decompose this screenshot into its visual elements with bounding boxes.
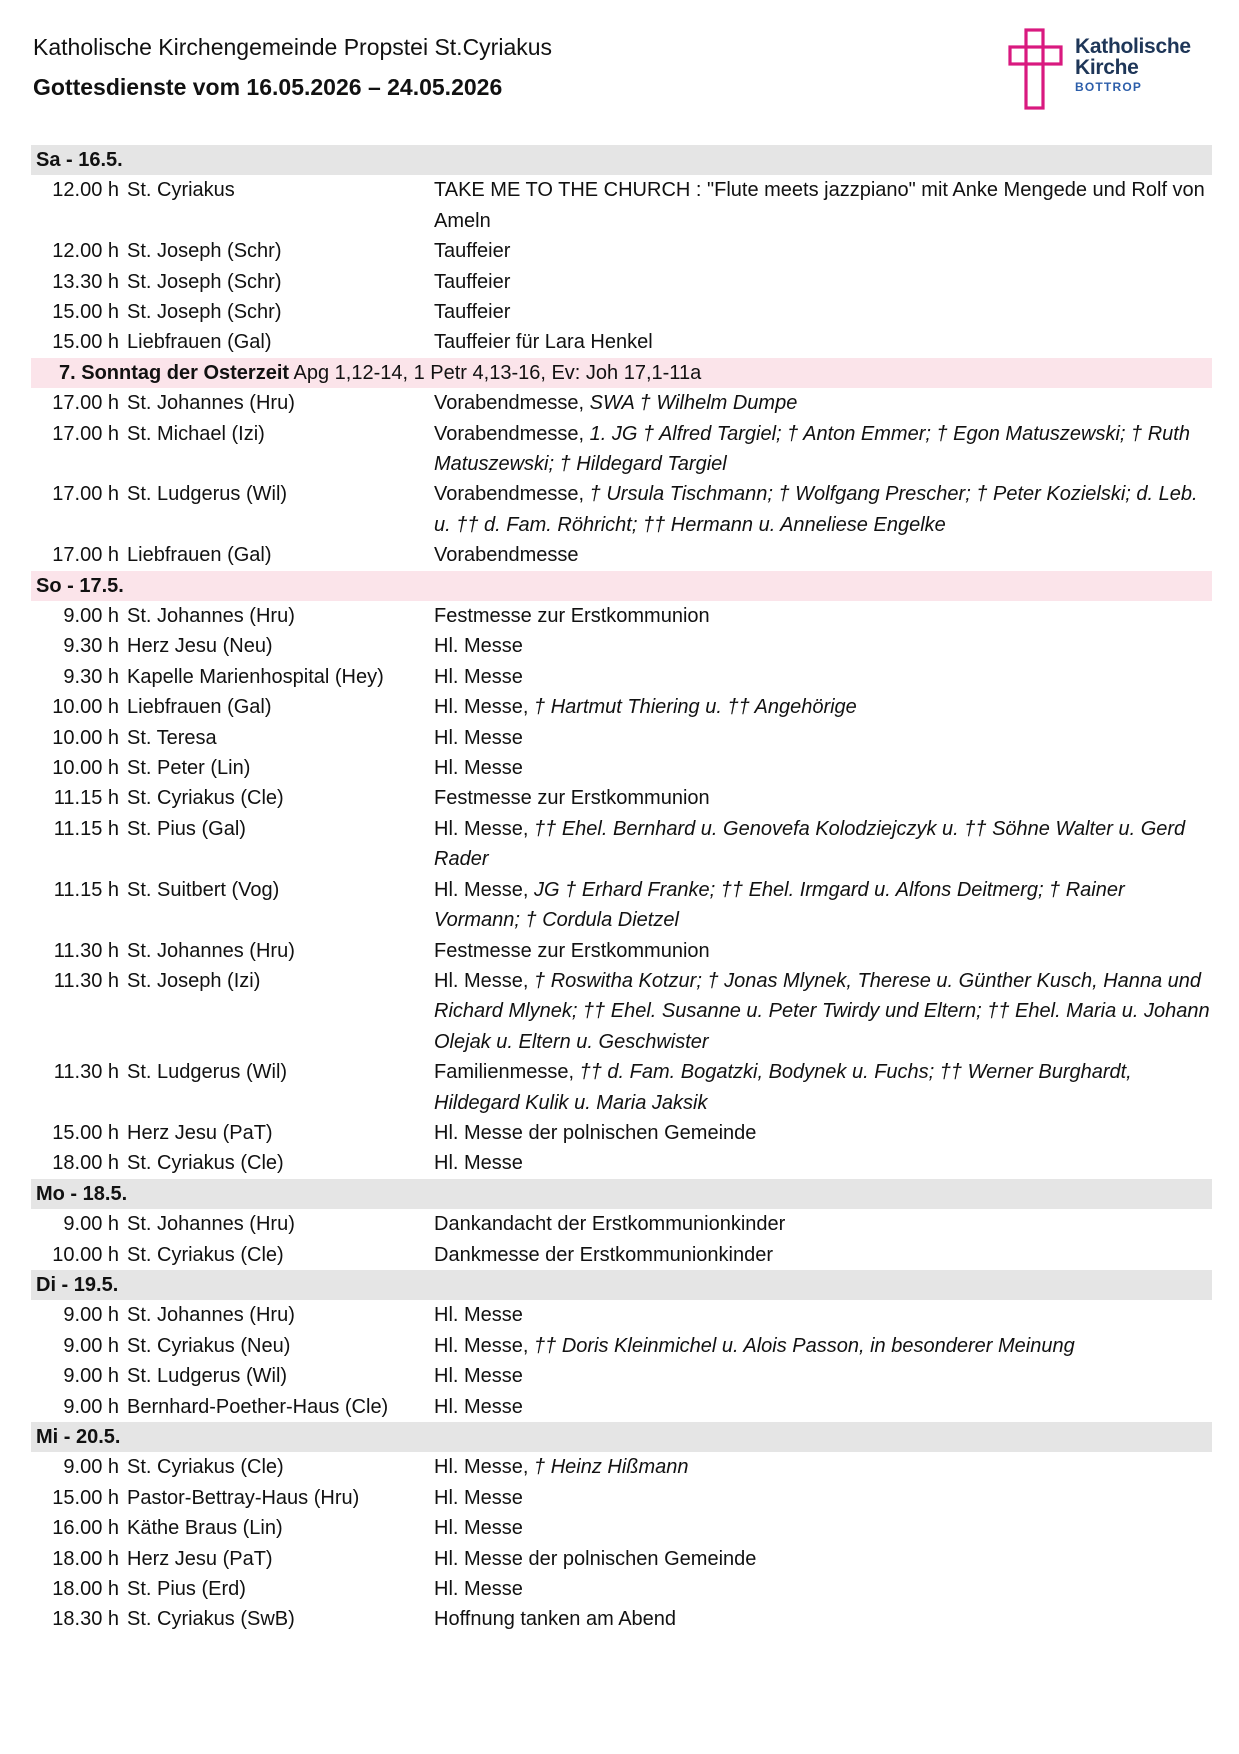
service-description [434,936,1212,966]
readings: Apg 1,12-14, 1 Petr 4,13-16, Ev: Joh 17,1-11a [293,361,702,384]
service-description [434,236,1212,266]
service-description [434,723,1212,753]
service-entry [31,1361,1212,1391]
service-location: Liebfrauen (Gal) [127,696,272,719]
service-entry [31,1483,1212,1513]
katholische-kirche-logo [1005,26,1225,116]
service-description [434,419,1212,480]
service-type: Hl. Messe [434,1578,523,1600]
service-location: Herz Jesu (PaT) [127,1121,273,1144]
service-description [434,1148,1212,1178]
service-type: Hl. Messe, [434,1334,529,1357]
service-location: Liebfrauen (Gal) [127,331,272,354]
service-type: Hl. Messe der polnischen Gemeinde [434,1121,757,1144]
service-location: St. Joseph (Izi) [127,969,261,992]
service-entry [31,1240,1212,1270]
service-entry [31,662,1212,692]
service-description [434,388,1212,418]
service-type: Tauffeier für Lara Henkel [434,331,653,354]
service-description [434,1513,1212,1543]
service-location: St. Cyriakus (Cle) [127,787,284,810]
service-description [434,814,1212,875]
service-time: 18.30 h [52,1608,119,1631]
service-entry [31,1331,1212,1361]
service-location: St. Ludgerus (Wil) [127,1061,288,1084]
service-type: Hl. Messe [434,1152,523,1175]
service-type: Hoffnung tanken am Abend [434,1608,677,1631]
service-time: 10.00 h [52,1243,119,1266]
service-time: 15.00 h [52,1486,119,1509]
mass-intention: † Heinz Hißmann [534,1456,689,1479]
service-description [434,875,1212,936]
service-location: Käthe Braus (Lin) [127,1517,283,1540]
liturgical-day-title: 7. Sonntag der Osterzeit [59,361,290,384]
service-location: St. Ludgerus (Wil) [127,483,288,506]
service-time: 11.15 h [53,817,119,840]
service-type: Tauffeier [434,270,511,293]
service-entry [31,175,1212,236]
service-type: Hl. Messe [434,1486,523,1509]
service-description [434,1331,1212,1361]
service-time: 11.15 h [53,878,119,901]
logo-line-3: BOTTROP [1075,80,1143,94]
service-time: 13.30 h [52,270,119,293]
service-entry [31,1452,1212,1482]
day-header: Mo - 18.5. [31,1179,1212,1209]
service-entry [31,479,1212,540]
service-description [434,1544,1212,1574]
service-type: Tauffeier [434,301,511,324]
service-entry [31,1513,1212,1543]
service-entry [31,966,1212,1057]
service-description [434,1604,1212,1634]
service-type: Hl. Messe [434,1304,523,1327]
service-description [434,1240,1212,1270]
service-type: Hl. Messe, [434,969,529,992]
mass-intention: JG † Erhard Franke; †† Ehel. Irmgard u. Alfons Deitmerg; † Rainer Vormann; † Cordula Dietzel [434,878,1125,932]
service-type: Hl. Messe [434,1395,523,1418]
service-type: Hl. Messe [434,1365,523,1388]
service-time: 10.00 h [52,757,119,780]
service-time: 9.30 h [63,665,119,688]
service-entry [31,1118,1212,1148]
service-type: Hl. Messe, [434,696,529,719]
service-type: Festmesse zur Erstkommunion [434,605,710,628]
service-type: Vorabendmesse, [434,483,585,506]
service-description [434,479,1212,540]
service-type: Vorabendmesse, [434,392,585,415]
service-entry [31,783,1212,813]
service-entry [31,1392,1212,1422]
service-location: St. Joseph (Schr) [127,240,282,263]
service-location: St. Cyriakus (Cle) [127,1243,284,1266]
service-description [434,601,1212,631]
service-type: Vorabendmesse [434,544,579,567]
service-time: 16.00 h [52,1517,119,1540]
service-time: 17.00 h [52,544,119,567]
service-type: Hl. Messe der polnischen Gemeinde [434,1547,757,1570]
mass-intention: † Roswitha Kotzur; † Jonas Mlynek, Therese u. Günther Kusch, Hanna und Richard Mlynek; †† Ehel. Susanne u. Peter Twirdy und Eltern; †† Ehel. Maria u. Johann Olejak u. Eltern u. Geschwister [434,969,1210,1053]
service-type: Tauffeier [434,240,511,263]
service-time: 9.00 h [63,605,119,628]
service-description [434,966,1212,1057]
service-location: St. Teresa [127,726,217,749]
service-entry [31,814,1212,875]
service-location: Bernhard-Poether-Haus (Cle) [127,1395,389,1418]
service-type: Hl. Messe [434,757,523,780]
service-location: St. Joseph (Schr) [127,270,282,293]
service-entry [31,540,1212,570]
service-type: Dankmesse der Erstkommunionkinder [434,1243,774,1266]
logo-line-1: Katholische [1075,35,1191,58]
service-time: 11.30 h [53,1061,119,1084]
service-time: 9.00 h [63,1395,119,1418]
service-entry [31,631,1212,661]
service-type: Hl. Messe [434,635,523,658]
service-time: 9.00 h [63,1365,119,1388]
service-entry [31,1300,1212,1330]
service-time: 9.00 h [63,1456,119,1479]
service-entry [31,1148,1212,1178]
service-time: 11.30 h [53,969,119,992]
liturgical-day-banner [31,358,1212,388]
service-location: St. Michael (Izi) [127,422,265,445]
service-description [434,1452,1212,1482]
service-location: St. Suitbert (Vog) [127,878,280,901]
service-location: St. Johannes (Hru) [127,392,295,415]
page-title: Gottesdienste vom 16.05.2026 – 24.05.2026 [33,74,503,100]
day-header: Mi - 20.5. [31,1422,1212,1452]
service-description [434,327,1212,357]
service-schedule [31,145,1212,1635]
service-type: Hl. Messe, [434,1456,529,1479]
service-entry [31,1544,1212,1574]
service-entry [31,236,1212,266]
service-entry [31,388,1212,418]
service-time: 12.00 h [52,179,119,202]
service-time: 17.00 h [52,392,119,415]
service-description [434,540,1212,570]
service-description [434,1118,1212,1148]
service-location: St. Cyriakus (Cle) [127,1152,284,1175]
mass-intention: †† Ehel. Bernhard u. Genovefa Kolodziejczyk u. †† Söhne Walter u. Gerd Rader [434,817,1186,871]
service-location: St. Joseph (Schr) [127,301,282,324]
service-location: Kapelle Marienhospital (Hey) [127,665,384,688]
cross-logo-icon [1005,26,1069,112]
mass-intention: †† d. Fam. Bogatzki, Bodynek u. Fuchs; †† Werner Burghardt, Hildegard Kulik u. Maria Jaksik [434,1061,1132,1114]
service-location: St. Johannes (Hru) [127,1304,295,1327]
service-time: 9.00 h [63,1213,119,1236]
service-entry [31,692,1212,722]
mass-intention: † Hartmut Thiering u. †† Angehörige [534,696,857,719]
service-description [434,1483,1212,1513]
service-location: St. Cyriakus (SwB) [127,1608,295,1631]
document-header [33,34,1213,124]
service-type: Festmesse zur Erstkommunion [434,787,710,810]
service-time: 18.00 h [52,1578,119,1600]
service-description [434,692,1212,722]
service-type: Festmesse zur Erstkommunion [434,939,710,962]
service-description [434,631,1212,661]
service-type: Vorabendmesse, [434,422,585,445]
service-entry [31,723,1212,753]
service-type: Hl. Messe, [434,817,529,840]
service-entry [31,297,1212,327]
service-type: Hl. Messe [434,1517,523,1540]
service-time: 12.00 h [52,240,119,263]
service-type: Hl. Messe, [434,878,529,901]
service-time: 9.00 h [63,1304,119,1327]
service-location: St. Pius (Gal) [127,817,246,840]
service-description [434,1209,1212,1239]
service-time: 17.00 h [52,422,119,445]
service-description [434,1392,1212,1422]
service-location: St. Johannes (Hru) [127,605,295,628]
service-entry [31,267,1212,297]
service-description [434,267,1212,297]
mass-intention: 1. JG † Alfred Targiel; † Anton Emmer; † Egon Matuszewski; † Ruth Matuszewski; † Hildegard Targiel [434,422,1190,476]
service-location: St. Johannes (Hru) [127,939,295,962]
service-type: Dankandacht der Erstkommunionkinder [434,1213,786,1236]
service-description [434,297,1212,327]
service-entry [31,327,1212,357]
service-description [434,783,1212,813]
day-header: Di - 19.5. [31,1270,1212,1300]
service-entry [31,1574,1212,1604]
service-entry [31,419,1212,480]
mass-intention: † Ursula Tischmann; † Wolfgang Prescher; † Peter Kozielski; d. Leb. u. †† d. Fam. Röhricht; †† Hermann u. Anneliese Engelke [434,483,1198,536]
service-location: St. Peter (Lin) [127,757,251,780]
service-description [434,1057,1212,1118]
service-description [434,1300,1212,1330]
service-time: 18.00 h [52,1547,119,1570]
parish-name: Katholische Kirchengemeinde Propstei St.Cyriakus [33,34,553,60]
service-time: 17.00 h [52,483,119,506]
service-time: 11.30 h [53,939,119,962]
service-type: Hl. Messe [434,726,523,749]
service-time: 11.15 h [53,787,119,810]
service-time: 15.00 h [52,301,119,324]
service-time: 9.30 h [63,635,119,658]
service-description [434,662,1212,692]
service-location: St. Cyriakus (Neu) [127,1334,291,1357]
service-entry [31,875,1212,936]
mass-intention: †† Doris Kleinmichel u. Alois Passon, in besonderer Meinung [534,1334,1075,1357]
service-location: Pastor-Bettray-Haus (Hru) [127,1486,360,1509]
service-location: St. Ludgerus (Wil) [127,1365,288,1388]
service-time: 18.00 h [52,1152,119,1175]
service-description [434,175,1212,236]
service-location: St. Johannes (Hru) [127,1213,295,1236]
day-header: So - 17.5. [31,571,1212,601]
day-header: Sa - 16.5. [31,145,1212,175]
service-entry [31,753,1212,783]
service-location: St. Cyriakus (Cle) [127,1456,284,1479]
service-time: 15.00 h [52,1121,119,1144]
service-entry [31,1057,1212,1118]
service-entry [31,1604,1212,1634]
service-time: 15.00 h [52,331,119,354]
service-location: St. Pius (Erd) [127,1578,246,1600]
service-location: Herz Jesu (Neu) [127,635,273,658]
service-description [434,1574,1212,1604]
service-time: 10.00 h [52,726,119,749]
mass-intention: SWA † Wilhelm Dumpe [589,392,798,415]
service-entry [31,601,1212,631]
service-location: Herz Jesu (PaT) [127,1547,273,1570]
service-description [434,1361,1212,1391]
service-description [434,753,1212,783]
logo-line-2: Kirche [1075,56,1139,79]
service-time: 9.00 h [63,1334,119,1357]
service-entry [31,1209,1212,1239]
service-location: St. Cyriakus [127,179,235,202]
service-entry [31,936,1212,966]
service-type: Hl. Messe [434,665,523,688]
service-time: 10.00 h [52,696,119,719]
logo-wordmark [1075,36,1191,93]
service-type: Familienmesse, [434,1061,575,1084]
service-location: Liebfrauen (Gal) [127,544,272,567]
service-type: TAKE ME TO THE CHURCH : "Flute meets jazzpiano" mit Anke Mengede und Rolf von Ameln [434,179,1205,232]
